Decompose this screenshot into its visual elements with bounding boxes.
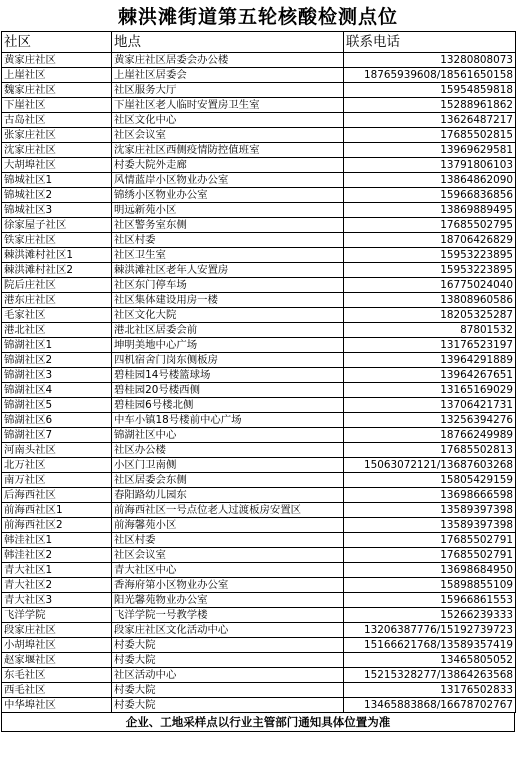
cell-community: 韩洼社区1 xyxy=(2,533,112,548)
cell-location: 上崖社区居委会 xyxy=(112,68,344,83)
table-body xyxy=(2,53,516,713)
cell-community: 前海西社区2 xyxy=(2,518,112,533)
cell-location: 坤明美地中心广场 xyxy=(112,338,344,353)
cell-phone: 13808960586 xyxy=(344,293,516,308)
cell-location: 社区办公楼 xyxy=(112,443,344,458)
cell-location: 阳光馨苑物业办公室 xyxy=(112,593,344,608)
cell-phone: 13969629581 xyxy=(344,143,516,158)
cell-community: 锦湖社区7 xyxy=(2,428,112,443)
cell-location: 社区警务室东侧 xyxy=(112,218,344,233)
cell-community: 大胡埠社区 xyxy=(2,158,112,173)
cell-location: 棘洪滩社区老年人安置房 xyxy=(112,263,344,278)
cell-community: 下崖社区 xyxy=(2,98,112,113)
cell-location: 小区门卫南侧 xyxy=(112,458,344,473)
cell-location: 香海府第小区物业办公室 xyxy=(112,578,344,593)
cell-community: 古岛社区 xyxy=(2,113,112,128)
cell-phone: 13280808073 xyxy=(344,53,516,68)
cell-phone: 16775024040 xyxy=(344,278,516,293)
cell-community: 港北社区 xyxy=(2,323,112,338)
cell-community: 前海西社区1 xyxy=(2,503,112,518)
page-title: 棘洪滩街道第五轮核酸检测点位 xyxy=(117,6,398,28)
cell-location: 港北社区居委会前 xyxy=(112,323,344,338)
cell-location: 中车小镇18号楼前中心广场 xyxy=(112,413,344,428)
cell-phone: 13864862090 xyxy=(344,173,516,188)
cell-community: 锦城社区2 xyxy=(2,188,112,203)
table-row xyxy=(2,278,516,293)
cell-community: 棘洪滩村社区2 xyxy=(2,263,112,278)
cell-community: 徐家屋子社区 xyxy=(2,218,112,233)
table-row xyxy=(2,53,516,68)
cell-phone: 15215328277/13864263568 xyxy=(344,668,516,683)
cell-community: 韩洼社区2 xyxy=(2,548,112,563)
table-row xyxy=(2,383,516,398)
cell-location: 社区居委会东侧 xyxy=(112,473,344,488)
cell-community: 张家庄社区 xyxy=(2,128,112,143)
cell-phone: 13791806103 xyxy=(344,158,516,173)
table-row xyxy=(2,98,516,113)
cell-phone: 15953223895 xyxy=(344,248,516,263)
cell-community: 锦湖社区3 xyxy=(2,368,112,383)
cell-phone: 17685502813 xyxy=(344,443,516,458)
cell-phone: 15266239333 xyxy=(344,608,516,623)
cell-phone: 15954859818 xyxy=(344,83,516,98)
cell-location: 碧桂园20号楼西侧 xyxy=(112,383,344,398)
cell-location: 社区村委 xyxy=(112,533,344,548)
table-row xyxy=(2,608,516,623)
cell-community: 后海西社区 xyxy=(2,488,112,503)
table-row xyxy=(2,428,516,443)
table-row xyxy=(2,653,516,668)
cell-location: 村委大院 xyxy=(112,638,344,653)
cell-phone: 13206387776/15192739723 xyxy=(344,623,516,638)
table-row xyxy=(2,128,516,143)
cell-phone: 13465883868/16678702767 xyxy=(344,698,516,713)
table-row xyxy=(2,68,516,83)
cell-community: 青大社区2 xyxy=(2,578,112,593)
cell-community: 青大社区3 xyxy=(2,593,112,608)
cell-location: 前海馨苑小区 xyxy=(112,518,344,533)
cell-location: 社区村委 xyxy=(112,233,344,248)
cell-community: 港东庄社区 xyxy=(2,293,112,308)
cell-phone: 13176502833 xyxy=(344,683,516,698)
cell-phone: 13165169029 xyxy=(344,383,516,398)
table-row xyxy=(2,368,516,383)
cell-phone: 15288961862 xyxy=(344,98,516,113)
cell-phone: 17685502815 xyxy=(344,128,516,143)
header-community: 社区 xyxy=(2,32,112,53)
cell-phone: 13589397398 xyxy=(344,518,516,533)
cell-phone: 13698684950 xyxy=(344,563,516,578)
table-row xyxy=(2,578,516,593)
table-row xyxy=(2,503,516,518)
cell-community: 锦湖社区5 xyxy=(2,398,112,413)
table-row xyxy=(2,173,516,188)
cell-community: 铁家庄社区 xyxy=(2,233,112,248)
table-row xyxy=(2,248,516,263)
table-row xyxy=(2,623,516,638)
cell-phone: 13176523197 xyxy=(344,338,516,353)
cell-phone: 15805429159 xyxy=(344,473,516,488)
cell-location: 碧桂园14号楼篮球场 xyxy=(112,368,344,383)
table-row xyxy=(2,563,516,578)
cell-community: 南万社区 xyxy=(2,473,112,488)
cell-location: 下崖社区老人临时安置房卫生室 xyxy=(112,98,344,113)
cell-location: 社区文化中心 xyxy=(112,113,344,128)
cell-community: 飞洋学院 xyxy=(2,608,112,623)
cell-community: 北万社区 xyxy=(2,458,112,473)
cell-community: 锦城社区3 xyxy=(2,203,112,218)
cell-phone: 13589397398 xyxy=(344,503,516,518)
footer-note: 企业、工地采样点以行业主管部门通知具体位置为准 xyxy=(1,713,515,732)
cell-location: 锦湖社区中心 xyxy=(112,428,344,443)
cell-location: 飞洋学院一号教学楼 xyxy=(112,608,344,623)
table-row xyxy=(2,593,516,608)
cell-phone: 15966836856 xyxy=(344,188,516,203)
cell-location: 锦绣小区物业办公室 xyxy=(112,188,344,203)
table-row xyxy=(2,413,516,428)
cell-community: 院后庄社区 xyxy=(2,278,112,293)
table-row xyxy=(2,83,516,98)
cell-phone: 13964267651 xyxy=(344,368,516,383)
cell-location: 社区活动中心 xyxy=(112,668,344,683)
table-row xyxy=(2,443,516,458)
cell-phone: 13964291889 xyxy=(344,353,516,368)
cell-community: 上崖社区 xyxy=(2,68,112,83)
cell-location: 青大社区中心 xyxy=(112,563,344,578)
cell-location: 段家庄社区文化活动中心 xyxy=(112,623,344,638)
cell-community: 锦湖社区1 xyxy=(2,338,112,353)
cell-location: 村委大院 xyxy=(112,683,344,698)
table-row xyxy=(2,398,516,413)
table-row xyxy=(2,188,516,203)
cell-phone: 17685502791 xyxy=(344,533,516,548)
cell-community: 青大社区1 xyxy=(2,563,112,578)
cell-location: 风情蓝岸小区物业办公室 xyxy=(112,173,344,188)
table-row xyxy=(2,548,516,563)
table-row xyxy=(2,698,516,713)
table-row xyxy=(2,233,516,248)
cell-community: 锦湖社区4 xyxy=(2,383,112,398)
cell-location: 四机宿舍门岗东侧板房 xyxy=(112,353,344,368)
table-row xyxy=(2,158,516,173)
cell-phone: 13698666598 xyxy=(344,488,516,503)
cell-location: 社区会议室 xyxy=(112,128,344,143)
cell-location: 社区集体建设用房一楼 xyxy=(112,293,344,308)
cell-community: 段家庄社区 xyxy=(2,623,112,638)
cell-location: 黄家庄社区居委会办公楼 xyxy=(112,53,344,68)
cell-phone: 15898855109 xyxy=(344,578,516,593)
header-location: 地点 xyxy=(112,32,344,53)
cell-location: 社区文化大院 xyxy=(112,308,344,323)
cell-location: 沈家庄社区西侧疫情防控值班室 xyxy=(112,143,344,158)
table-row xyxy=(2,533,516,548)
cell-phone: 13869889495 xyxy=(344,203,516,218)
cell-phone: 15953223895 xyxy=(344,263,516,278)
cell-community: 中华埠社区 xyxy=(2,698,112,713)
table-header-row xyxy=(2,32,516,53)
table-row xyxy=(2,263,516,278)
cell-phone: 15166621768/13589357419 xyxy=(344,638,516,653)
cell-community: 小胡埠社区 xyxy=(2,638,112,653)
cell-location: 春阳路幼儿园东 xyxy=(112,488,344,503)
cell-phone: 18205325287 xyxy=(344,308,516,323)
cell-location: 社区会议室 xyxy=(112,548,344,563)
cell-community: 魏家庄社区 xyxy=(2,83,112,98)
cell-community: 东毛社区 xyxy=(2,668,112,683)
table-row xyxy=(2,353,516,368)
table-row xyxy=(2,458,516,473)
table-row xyxy=(2,308,516,323)
table-row xyxy=(2,293,516,308)
cell-location: 前海西社区一号点位老人过渡板房安置区 xyxy=(112,503,344,518)
cell-phone: 15063072121/13687603268 xyxy=(344,458,516,473)
cell-community: 锦城社区1 xyxy=(2,173,112,188)
cell-phone: 87801532 xyxy=(344,323,516,338)
cell-phone: 13706421731 xyxy=(344,398,516,413)
cell-location: 村委大院外走廊 xyxy=(112,158,344,173)
cell-location: 社区东门停车场 xyxy=(112,278,344,293)
cell-location: 明远新苑小区 xyxy=(112,203,344,218)
cell-community: 棘洪滩村社区1 xyxy=(2,248,112,263)
table-row xyxy=(2,203,516,218)
header-phone: 联系电话 xyxy=(344,32,516,53)
cell-phone: 13465805052 xyxy=(344,653,516,668)
table-row xyxy=(2,338,516,353)
table-row xyxy=(2,143,516,158)
cell-community: 河南头社区 xyxy=(2,443,112,458)
cell-phone: 13626487217 xyxy=(344,113,516,128)
cell-community: 毛家社区 xyxy=(2,308,112,323)
cell-phone: 13256394276 xyxy=(344,413,516,428)
table-row xyxy=(2,683,516,698)
cell-community: 沈家庄社区 xyxy=(2,143,112,158)
cell-community: 锦湖社区6 xyxy=(2,413,112,428)
table-row xyxy=(2,323,516,338)
cell-community: 黄家庄社区 xyxy=(2,53,112,68)
cell-phone: 17685502791 xyxy=(344,548,516,563)
cell-phone: 18706426829 xyxy=(344,233,516,248)
table-row xyxy=(2,218,516,233)
testing-sites-table xyxy=(1,31,516,713)
cell-location: 碧桂园6号楼北侧 xyxy=(112,398,344,413)
cell-phone: 18766249989 xyxy=(344,428,516,443)
table-row xyxy=(2,638,516,653)
cell-location: 村委大院 xyxy=(112,698,344,713)
cell-community: 西毛社区 xyxy=(2,683,112,698)
table-row xyxy=(2,488,516,503)
cell-community: 赵家堰社区 xyxy=(2,653,112,668)
table-row xyxy=(2,518,516,533)
cell-community: 锦湖社区2 xyxy=(2,353,112,368)
table-row xyxy=(2,113,516,128)
cell-phone: 17685502795 xyxy=(344,218,516,233)
cell-phone: 18765939608/18561650158 xyxy=(344,68,516,83)
table-row xyxy=(2,668,516,683)
cell-phone: 15966861553 xyxy=(344,593,516,608)
table-row xyxy=(2,473,516,488)
cell-location: 社区服务大厅 xyxy=(112,83,344,98)
cell-location: 社区卫生室 xyxy=(112,248,344,263)
cell-location: 村委大院 xyxy=(112,653,344,668)
